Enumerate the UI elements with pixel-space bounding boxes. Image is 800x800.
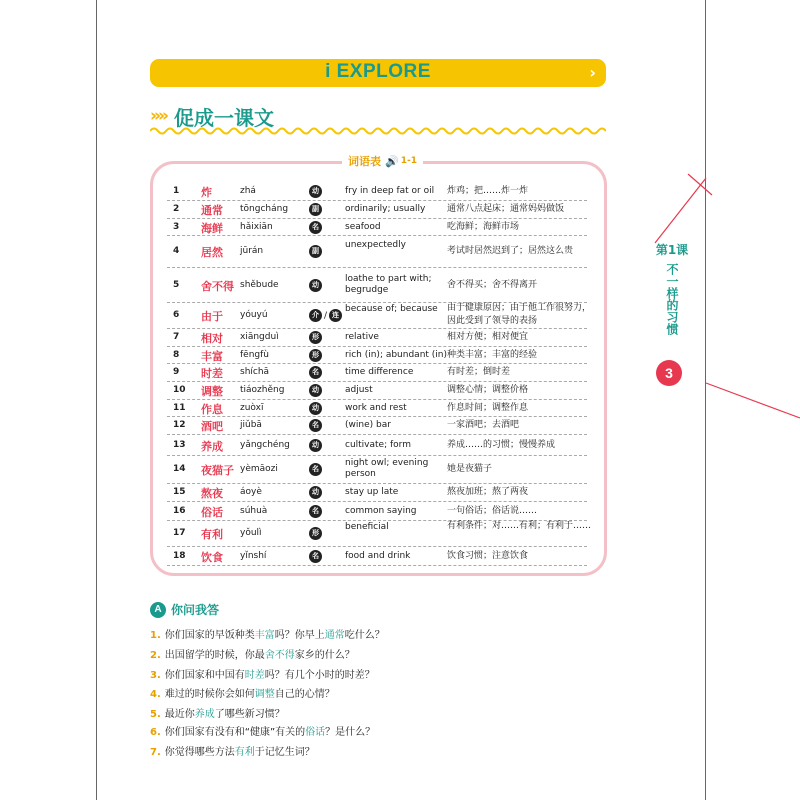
- vocab-english: seafood: [345, 221, 381, 232]
- vocab-pinyin: áoyè: [240, 487, 262, 497]
- vocab-number: 8: [173, 349, 180, 360]
- vocab-example: 熬夜加班；熬了两夜: [447, 487, 529, 497]
- vocab-english: relative: [345, 332, 379, 342]
- vocab-number: 14: [173, 464, 186, 474]
- vocab-english: rich (in); abundant (in): [345, 349, 448, 360]
- question-text: 最近你: [164, 709, 195, 720]
- vocab-example: 饮食习惯；注意饮食: [447, 550, 529, 561]
- pos-badge: 动: [309, 279, 322, 292]
- vocab-word: 通常: [201, 204, 223, 217]
- pos-badge: 形: [309, 527, 322, 540]
- vocab-number: 15: [173, 487, 186, 497]
- pos-badge: 名: [309, 550, 322, 563]
- vocab-pinyin: tiáozhěng: [240, 385, 285, 395]
- vocab-english: time difference: [345, 367, 414, 377]
- vocab-word: 相对: [201, 332, 223, 345]
- vocab-number: 2: [173, 204, 180, 214]
- vocab-example: 一家酒吧；去酒吧: [447, 420, 520, 430]
- vocab-number: 3: [173, 221, 180, 232]
- question-text: 吃什么？: [344, 630, 385, 641]
- question-text: 你们国家的早饭种类: [164, 630, 255, 641]
- vocab-example: 舍不得买；舍不得离开: [447, 279, 538, 290]
- vocab-number: 18: [173, 550, 186, 561]
- vocab-word: 由于: [201, 310, 223, 323]
- question-text: 你们国家和中国有: [164, 670, 245, 681]
- highlighted-word: 丰富: [254, 630, 275, 641]
- vocab-pinyin: yǐnshí: [240, 550, 267, 561]
- highlighted-word: 调整: [254, 689, 275, 700]
- vocab-english: adjust: [345, 385, 373, 395]
- vocab-word: 时差: [201, 367, 223, 380]
- banner-title: i EXPLORE: [325, 61, 431, 82]
- vocab-word: 养成: [201, 439, 223, 453]
- vocab-example: 考试时居然迟到了；居然这么贵: [447, 246, 574, 256]
- qa-title: 你问我答: [171, 603, 220, 617]
- vocab-pinyin: shíchā: [240, 367, 270, 377]
- vocab-pinyin: zhá: [240, 185, 256, 196]
- pos-badge: 名: [309, 366, 322, 379]
- vocab-pinyin: yèmāozi: [240, 464, 278, 474]
- lesson-label: 第1课: [655, 243, 689, 257]
- pos-badge: 动: [309, 439, 322, 452]
- vocab-english: fry in deep fat or oil: [345, 185, 435, 196]
- vocab-english: (wine) bar: [345, 420, 391, 430]
- vocab-word: 熬夜: [201, 487, 223, 500]
- vocab-number: 9: [173, 367, 180, 377]
- vocab-pinyin: zuòxī: [240, 402, 264, 413]
- vocab-example: 吃海鲜；海鲜市场: [447, 221, 520, 232]
- vocab-example: 炸鸡；把……炸一炸: [447, 185, 529, 196]
- vocabulary-title: 词语表: [348, 155, 381, 168]
- question-text: 难过的时候你会如何: [164, 689, 255, 700]
- lesson-number-badge: 3: [656, 360, 682, 386]
- qa-badge: A: [150, 602, 166, 618]
- pos-badge: 动: [309, 486, 322, 499]
- vocab-pinyin: yǒulì: [240, 528, 262, 538]
- question-text: 了哪些新习惯？: [214, 709, 285, 720]
- vocab-number: 16: [173, 505, 186, 516]
- vocab-example: 种类丰富；丰富的经验: [447, 349, 538, 360]
- vocab-number: 13: [173, 439, 186, 450]
- vocab-number: 17: [173, 528, 186, 538]
- vocab-pinyin: xiāngduì: [240, 332, 279, 342]
- question-text: ？是什么？: [325, 727, 376, 738]
- question-number: 2.: [150, 650, 161, 661]
- vocab-number: 11: [173, 402, 186, 413]
- vocab-pinyin: fēngfù: [240, 349, 269, 360]
- pos-badge: 副: [309, 245, 322, 258]
- vocab-word: 丰富: [201, 349, 223, 363]
- highlighted-word: 养成: [194, 709, 215, 720]
- pos-separator: /: [324, 310, 328, 321]
- highlighted-word: 通常: [324, 630, 345, 641]
- vocab-word: 酒吧: [201, 420, 223, 433]
- vocab-example: 相对方便；相对便宜: [447, 332, 529, 342]
- question-number: 3.: [150, 670, 161, 681]
- pos-badge: 动: [309, 185, 322, 198]
- vocab-example: 由于健康原因；由于他工作很努力，因此受到了领导的表扬: [447, 303, 592, 326]
- double-chevron-icon: »»: [150, 106, 166, 126]
- highlighted-word: 有利: [234, 747, 255, 758]
- vocab-pinyin: jūrán: [240, 246, 264, 256]
- vocab-english: loathe to part with; begrudge: [345, 273, 432, 295]
- vocab-english: food and drink: [345, 550, 411, 561]
- section-title: 促成一课文: [173, 105, 274, 130]
- vocab-number: 1: [173, 185, 180, 196]
- pos-badge: 介: [309, 309, 322, 322]
- vocab-example: 通常八点起床；通常妈妈做饭: [447, 204, 565, 214]
- highlighted-word: 俗话: [305, 727, 326, 738]
- vocab-word: 海鲜: [201, 221, 223, 235]
- pos-badge: 动: [309, 402, 322, 415]
- vocab-english: beneficial: [345, 522, 389, 532]
- vocab-example: 她是夜猫子: [447, 464, 493, 474]
- vocab-word: 夜猫子: [201, 464, 234, 477]
- lesson-title: 不一样的习惯: [665, 263, 679, 335]
- pos-badge: 动: [309, 384, 322, 397]
- vocab-pinyin: hǎixiān: [240, 221, 273, 232]
- vocab-english: because of; because: [345, 304, 438, 314]
- speaker-icon[interactable]: 🔊: [385, 154, 399, 168]
- question-text: 于记忆生词？: [254, 747, 315, 758]
- pos-badge: 形: [309, 349, 322, 362]
- chevron-right-icon[interactable]: ›: [589, 63, 596, 82]
- vocab-word: 饮食: [201, 550, 223, 564]
- pos-badge: 名: [309, 419, 322, 432]
- audio-track-number: 1-1: [400, 156, 417, 166]
- vocab-example: 有利条件；对……有利；有利于……: [447, 521, 592, 531]
- vocab-word: 舍不得: [201, 279, 234, 293]
- vocab-example: 一句俗话；俗话说……: [447, 505, 538, 516]
- vocab-english: unexpectedly: [345, 240, 406, 250]
- vocab-number: 6: [173, 310, 180, 320]
- vocab-pinyin: shěbude: [240, 279, 279, 290]
- vocab-word: 炸: [201, 185, 212, 199]
- question-text: 你觉得哪些方法: [164, 747, 235, 758]
- vocab-word: 调整: [201, 385, 223, 398]
- question-number: 1.: [150, 630, 161, 641]
- vocab-word: 居然: [201, 246, 223, 259]
- lesson-side-tab: [651, 243, 693, 335]
- vocab-number: 4: [173, 246, 180, 256]
- question-text: 家乡的什么？: [294, 650, 355, 661]
- highlighted-word: 舍不得: [264, 650, 295, 661]
- pos-badge: 副: [309, 203, 322, 216]
- question-text: 吗？你早上: [274, 630, 325, 641]
- vocab-number: 7: [173, 332, 180, 342]
- vocab-number: 5: [173, 279, 180, 290]
- vocab-pinyin: yóuyú: [240, 310, 268, 320]
- vocab-pinyin: jiǔbā: [240, 420, 262, 430]
- question-number: 6.: [150, 727, 161, 738]
- vocab-english: cultivate; form: [345, 439, 411, 450]
- vocab-english: common saying: [345, 505, 417, 516]
- question-number: 5.: [150, 709, 161, 720]
- question-text: 你们国家有没有和“健康”有关的: [164, 727, 306, 738]
- pos-badge: 连: [329, 309, 342, 322]
- vocab-pinyin: súhuà: [240, 505, 268, 516]
- vocab-pinyin: yǎngchéng: [240, 439, 290, 450]
- vocab-example: 调整心情；调整价格: [447, 385, 529, 395]
- vocab-word: 作息: [201, 402, 223, 416]
- highlighted-word: 时差: [244, 670, 265, 681]
- pos-badge: 名: [309, 221, 322, 234]
- vocab-word: 俗话: [201, 505, 223, 519]
- vocab-english: work and rest: [345, 402, 407, 413]
- question-text: 出国留学的时候，你最: [164, 650, 265, 661]
- vocab-english: stay up late: [345, 487, 399, 497]
- vocab-word: 有利: [201, 528, 223, 541]
- pos-badge: 名: [309, 505, 322, 518]
- vocab-english: ordinarily; usually: [345, 204, 426, 214]
- vocab-example: 养成……的习惯；慢慢养成: [447, 439, 556, 450]
- vocab-number: 10: [173, 385, 186, 395]
- vocab-pinyin: tōngcháng: [240, 204, 289, 214]
- question-number: 7.: [150, 747, 161, 758]
- vocab-number: 12: [173, 420, 186, 430]
- question-number: 4.: [150, 689, 161, 700]
- vocab-english: night owl; evening person: [345, 458, 429, 479]
- question-text: 自己的心情？: [274, 689, 335, 700]
- pos-badge: 形: [309, 331, 322, 344]
- question-text: 吗？有几个小时的时差？: [264, 670, 375, 681]
- vocab-example: 有时差；倒时差: [447, 367, 511, 377]
- vocab-example: 作息时间；调整作息: [447, 402, 529, 413]
- pos-badge: 名: [309, 463, 322, 476]
